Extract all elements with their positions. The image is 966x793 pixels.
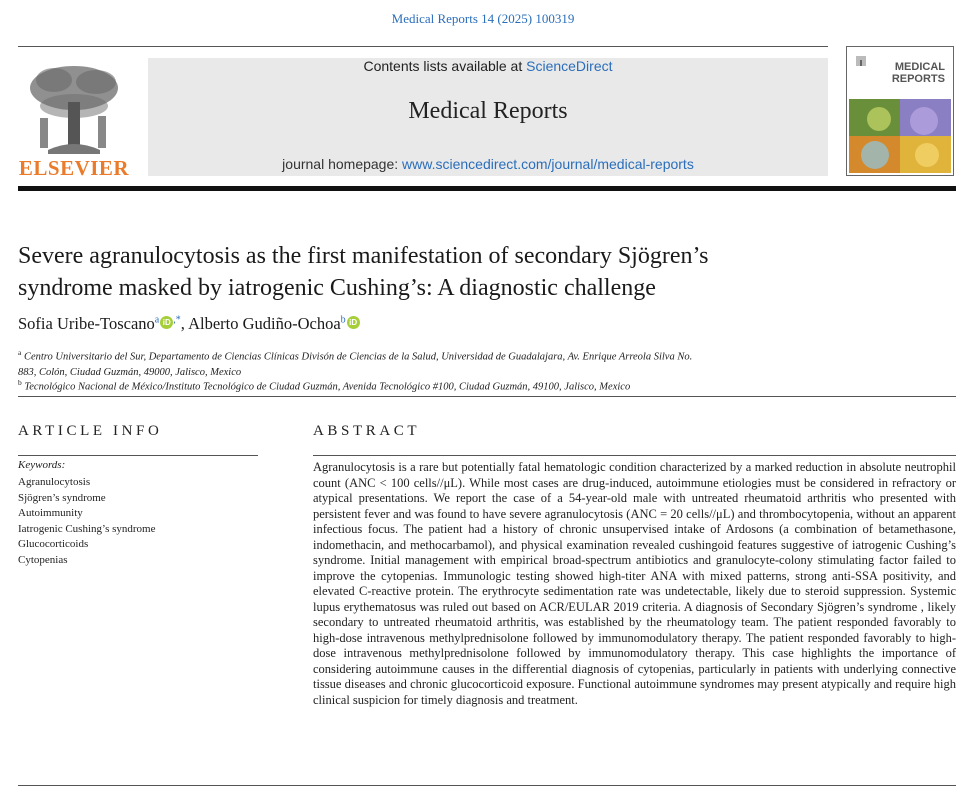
keyword-item: Glucocorticoids: [18, 538, 89, 550]
abstract-heading: ABSTRACT: [313, 423, 421, 439]
author-name[interactable]: Alberto Gudiño-Ochoa: [188, 314, 341, 333]
footer-rule: [18, 785, 956, 786]
keyword-list: [18, 475, 155, 568]
keywords-label: Keywords:: [18, 459, 66, 471]
orcid-icon[interactable]: iD: [160, 316, 173, 329]
author-name[interactable]: Sofia Uribe-Toscano: [18, 314, 155, 333]
article-info-heading: ARTICLE INFO: [18, 423, 163, 439]
affiliation-mark[interactable]: b: [340, 314, 346, 326]
author-separator: ,: [180, 314, 189, 333]
keyword-item: Sjögren’s syndrome: [18, 491, 106, 504]
affiliation-b: $^b$ Tecnológico Nacional de México/Instituto Tecnológico de Ciudad Guzmán, Avenida Tecnológico #100, Ciudad Guzmán, 49100, Jalisco, Mexico: [18, 378, 631, 393]
homepage-prefix: journal homepage:: [282, 156, 403, 172]
header-thick-rule: [18, 186, 956, 191]
orcid-icon[interactable]: iD: [347, 316, 360, 329]
section-rule: [18, 396, 956, 397]
keyword-item: Autoimmunity: [18, 507, 83, 519]
abstract-text: Agranulocytosis is a rare but potentially fatal hematologic condition characterized by a marked reduction in absolute neutrophil count (ANC < 100 cells//μL). While most cases are drug-induced, autoimmune etiologies must be considered in refractory or atypical presentations. We report the case of a 54-year-old male with untreated rheumatoid arthritis who presented with persistent fever and was found to have severe agranulocytosis (ANC = 20 cells//μL) and thrombocytopenia, without an apparent infectious focus. The patient had a history of chronic unsupervised intake of Ardosons (a combination of betamethasone, indomethacin, and methocarbamol), and physical examination revealed cushingoid features suggestive of iatrogenic Cushing’s syndrome. Initial management with empirical broad-spectrum antibiotics and granulocyte-colony stimulating factor failed to improve the cytopenias. Immunologic testing showed high-titer ANA with mixed patterns, strong anti-SSA positivity, and elevated C-reactive protein. The erythrocyte sedimentation rate was undetectable, likely due to steroid suppression. Systemic lupus erythematosus was ruled out based on ACR/EULAR 2019 criteria. A diagnosis of Secondary Sjögren’s syndrome , likely secondary to untreated rheumatoid arthritis, was established by the rheumatology team. The patient responded favorably to high-dose intravenous methylprednisolone followed by immunomodulatory therapy. The patient responded favorably to high-dose intravenous methylprednisolone followed by immunomodulatory therapy. This case highlights the importance of considering autoimmune causes in the differential diagnosis of cytopenias, particularly in patients with underlying connective tissue diseases and chronic glucocorticoid exposure. Functional autoimmune syndromes may present atypically and require high clinical suspicion for timely diagnosis and treatment.: [313, 460, 956, 707]
contents-prefix: Contents lists available at: [363, 58, 527, 74]
affiliation-mark[interactable]: a: [154, 314, 160, 326]
author-list: [18, 314, 360, 334]
elsevier-wordmark: ELSEVIER: [18, 156, 130, 180]
cover-title: MEDICAL REPORTS: [891, 61, 945, 85]
article-title: Severe agranulocytosis as the first manifestation of secondary Sjögren’s syndrome masked by iatrogenic Cushing’s: A diagnostic challenge: [18, 243, 709, 301]
keyword-item: Agranulocytosis: [18, 476, 91, 488]
header-rule: [18, 46, 828, 47]
article-info-rule: [18, 455, 258, 456]
keyword-item: Cytopenias: [18, 553, 68, 566]
abstract-rule: [313, 455, 956, 456]
journal-name: Medical Reports: [408, 98, 568, 124]
keyword-item: Iatrogenic Cushing’s syndrome: [18, 522, 156, 535]
corresponding-mark[interactable]: ,*: [173, 314, 181, 326]
affiliation-a: $^a$ Centro Universitario del Sur, Departamento de Ciencias Clínicas Divisón de Ciencias de la Salud, Universidad de Guadalajara, Av. Enrique Arreola Silva No. 883, Colón, Ciudad Guzmán, 49000, Jalisco, Mexico: [18, 348, 693, 378]
journal-homepage-line: [148, 156, 828, 172]
journal-citation[interactable]: Medical Reports 14 (2025) 100319: [391, 11, 575, 26]
journal-homepage-link[interactable]: www.sciencedirect.com/journal/medical-reports: [402, 156, 694, 172]
journal-cover[interactable]: [846, 46, 954, 176]
cover-artwork: [849, 99, 951, 173]
sciencedirect-link[interactable]: ScienceDirect: [526, 58, 613, 74]
contents-line: [148, 58, 828, 74]
